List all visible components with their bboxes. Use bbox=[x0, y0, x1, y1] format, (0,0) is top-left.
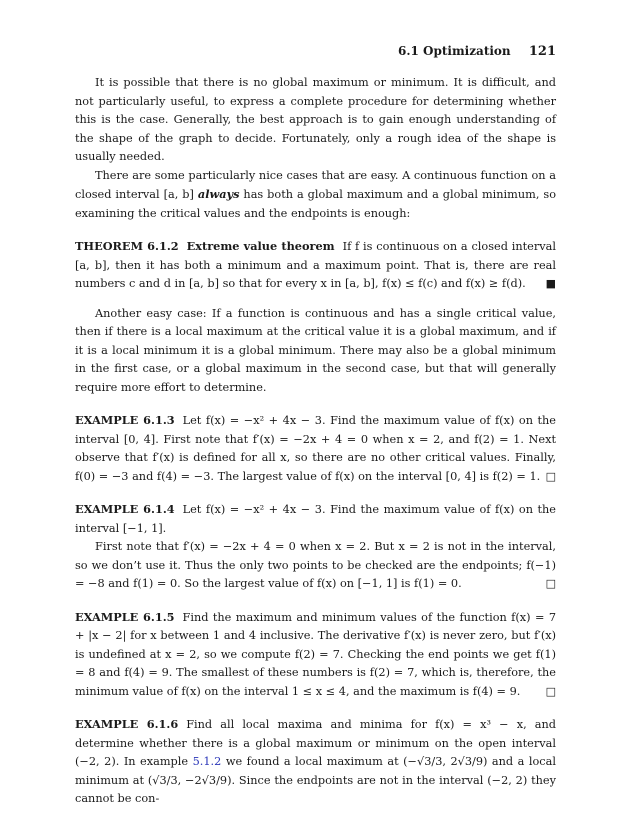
example-6-1-5 bbox=[75, 608, 556, 702]
example-6-1-4 bbox=[75, 500, 556, 538]
example-text: Let f(x) = −x² + 4x − 3. Find the maximum value of f(x) on the interval [0, 4]. First note that f′(x) = −2x + 4 = 0 when x = 2, and f(2) = 1. Next observe that f′(x) is defined for all x, so there are no other critical values. Finally, f(0) = −3 and f(4) = −3. The largest value of f(x) on the interval [0, 4] is f(2) = 1. bbox=[75, 414, 556, 483]
running-header bbox=[398, 44, 556, 59]
example-text: Let f(x) = −x² + 4x − 3. Find the maximum value of f(x) on the interval [−1, 1]. bbox=[75, 503, 556, 535]
example-label: EXAMPLE 6.1.6 bbox=[75, 717, 179, 731]
theorem-end-mark: ■ bbox=[545, 277, 556, 290]
nice-cases-text-end: has both a global maximum and a global minimum, so examining the critical values and the endpoints is enough: bbox=[75, 188, 557, 220]
example-text: Find all local maxima and minima for f(x) = x³ − x, and determine whether there is a global maximum or minimum on the open interval (−2, 2). In example bbox=[75, 718, 556, 768]
theorem-label: THEOREM 6.1.2 bbox=[75, 239, 179, 253]
theorem-6-1-2 bbox=[75, 237, 556, 294]
always-emphasis: always bbox=[197, 187, 240, 201]
section-title: 6.1 Optimization bbox=[397, 44, 511, 58]
another-case-paragraph: Another easy case: If a function is continuous and has a single critical value, then if there is a local maximum at the critical value it is a global maximum, and if it is a local minimum it is a global minimum. There may also be a global minimum in the first case, or a global maximum in the second case, but that will generally require more effort to determine. bbox=[75, 306, 556, 394]
example-6-1-3 bbox=[75, 411, 556, 486]
example-end-mark: □ bbox=[545, 469, 556, 483]
example-5-1-2-link[interactable]: 5.1.2 bbox=[192, 755, 222, 768]
intro-paragraph: It is possible that there is no global maximum or minimum. It is difficult, and not particularly useful, to express a complete procedure for determining whether this is the case. Generally, the best approach is to gain enough understanding of the shape of the graph to decide. Fortunately, only a rough idea of the shape is usually needed. bbox=[75, 76, 556, 163]
example-label: EXAMPLE 6.1.4 bbox=[75, 502, 175, 516]
example-text: Find the maximum and minimum values of the function f(x) = 7 + |x − 2| for x between 1 and 4 inclusive. The derivative f′(x) is never zero, but f′(x) is undefined at x = 2, so we compute f(2) = 7. Checking the end points we get f(1) = 8 and f(4) = 9. The smallest of these numbers is f(2) = 7, which is, therefore, the minimum value of f(x) on the interval 1 ≤ x ≤ 4, and the maximum is f(4) = 9. bbox=[75, 610, 557, 698]
example-text-end: we found a local maximum at (−√3/3, 2√3/9) and a local minimum at (√3/3, −2√3/9). Since the endpoints are not in the interval (−2, 2) they cannot be con- bbox=[75, 755, 556, 805]
example-end-mark: □ bbox=[545, 684, 556, 698]
example-end-mark: □ bbox=[545, 577, 556, 590]
example-6-1-6 bbox=[75, 715, 556, 809]
page-body bbox=[75, 74, 556, 809]
example-label: EXAMPLE 6.1.3 bbox=[75, 413, 175, 427]
example-continuation-text: First note that f′(x) = −2x + 4 = 0 when x = 2. But x = 2 is not in the interval, so we don’t use it. Thus the only two points to be checked are the endpoints; f(−1) = −8 and f(1) = 0. So the largest value of f(x) on [−1, 1] is f(1) = 0. bbox=[75, 540, 556, 590]
example-6-1-4-continuation bbox=[75, 538, 556, 594]
nice-cases-paragraph bbox=[75, 167, 556, 224]
nice-cases-text: There are some particularly nice cases that are easy. A continuous function on a closed interval [a, b] bbox=[75, 168, 556, 201]
example-label: EXAMPLE 6.1.5 bbox=[75, 609, 175, 624]
theorem-statement: If f is continuous on a closed interval [a, b], then it has both a minimum and a maximum point. That is, there are real numbers c and d in [a, b] so that for every x in [a, b], f(x) ≤ f(c) and f(x) ≥ f(d). bbox=[75, 240, 556, 290]
theorem-name: Extreme value theorem bbox=[186, 239, 335, 253]
page-number: 121 bbox=[528, 44, 556, 59]
